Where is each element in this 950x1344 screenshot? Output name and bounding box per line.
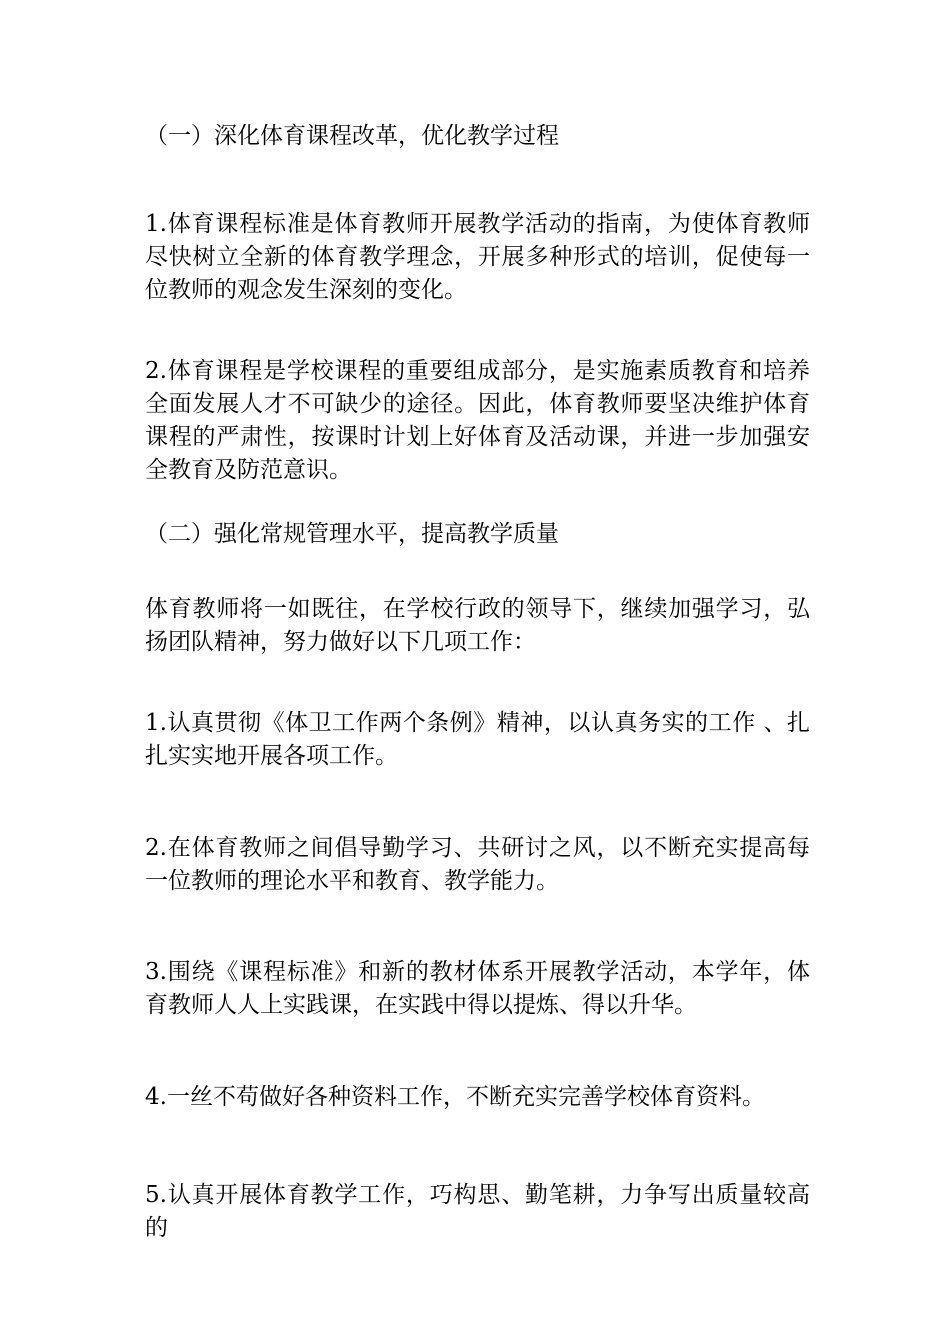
paragraph-8: 5.认真开展体育教学工作，巧构思、勤笔耕，力争写出质量较高的 bbox=[145, 1182, 810, 1241]
paragraph-2: 2.体育课程是学校课程的重要组成部分，是实施素质教育和培养全面发展人才不可缺少的途径。因此，体育教师要坚决维护体育课程的严肃性，按课时计划上好体育及活动课，并进一步加强安全教育及防范意识。 bbox=[145, 358, 810, 483]
paragraph-3: 体育教师将一如既往，在学校行政的领导下，继续加强学习，弘扬团队精神，努力做好以下几项工作： bbox=[145, 596, 810, 655]
paragraph-5: 2.在体育教师之间倡导勤学习、共研讨之风，以不断充实提高每一位教师的理论水平和教育、教学能力。 bbox=[145, 835, 810, 894]
paragraph-6: 3.围绕《课程标准》和新的教材体系开展教学活动，本学年，体育教师人人上实践课，在实践中得以提炼、得以升华。 bbox=[145, 959, 810, 1018]
paragraph-4: 1.认真贯彻《体卫工作两个条例》精神，以认真务实的工作 、扎扎实实地开展各项工作。 bbox=[145, 710, 810, 769]
paragraph-1: 1.体育课程标准是体育教师开展教学活动的指南，为使体育教师尽快树立全新的体育教学理念，开展多种形式的培训，促使每一位教师的观念发生深刻的变化。 bbox=[145, 211, 810, 303]
section-heading-2: （二）强化常规管理水平，提高教学质量 bbox=[145, 521, 559, 547]
section-heading-1: （一）深化体育课程改革，优化教学过程 bbox=[145, 123, 559, 149]
paragraph-7: 4.一丝不苟做好各种资料工作，不断充实完善学校体育资料。 bbox=[145, 1084, 765, 1110]
